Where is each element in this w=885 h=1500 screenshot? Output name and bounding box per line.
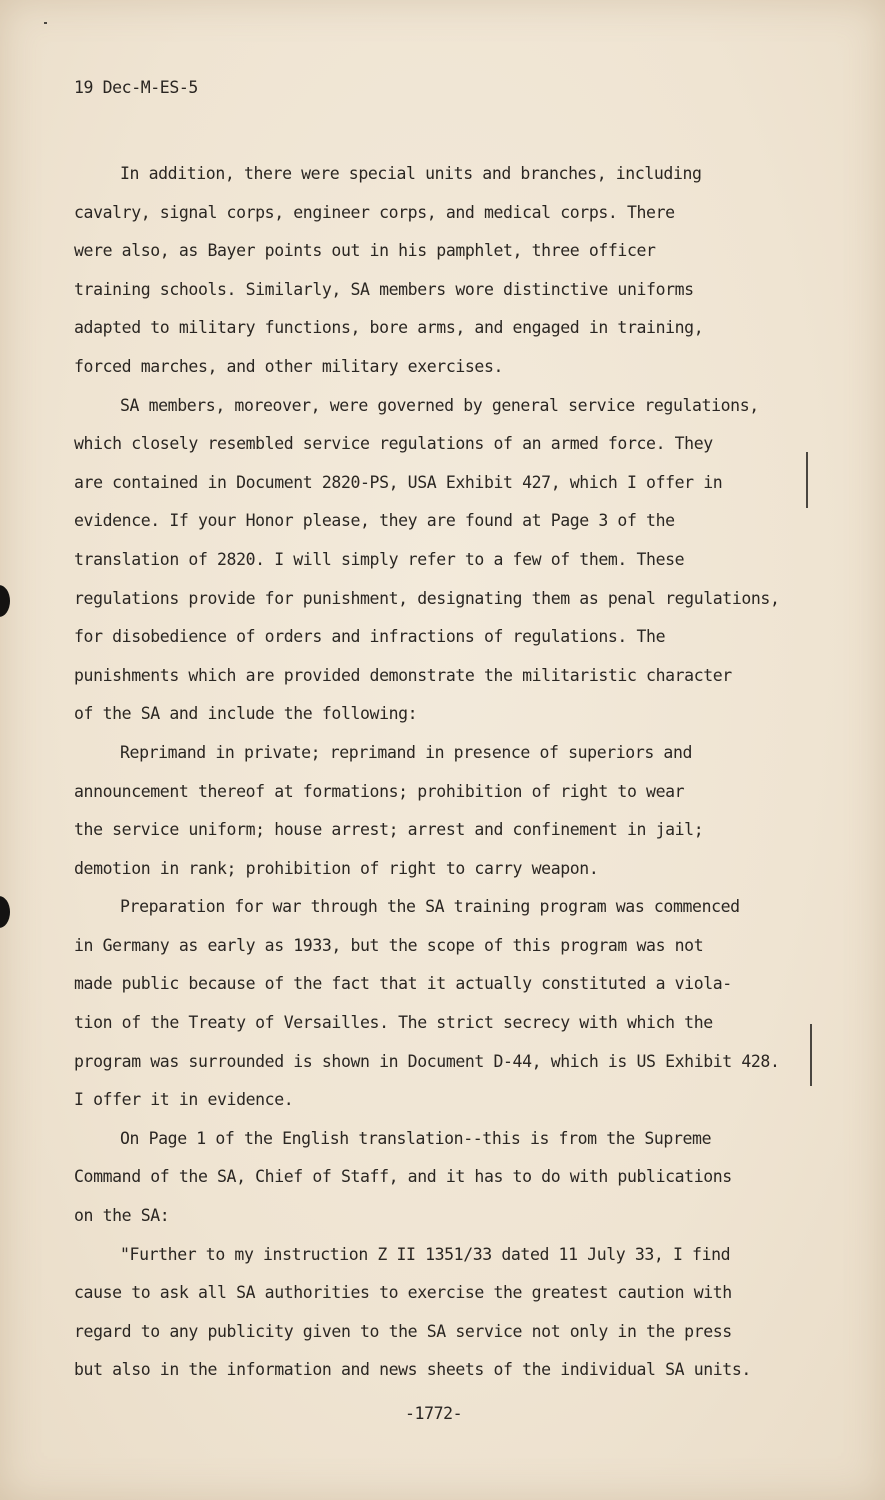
- text-line: on the SA:: [74, 1206, 170, 1226]
- text-line: "Further to my instruction Z II 1351/33 dated 11 July 33, I find: [120, 1244, 731, 1264]
- text-line: the service uniform; house arrest; arrest and confinement in jail;: [74, 820, 704, 840]
- text-line: cavalry, signal corps, engineer corps, and medical corps. There: [74, 202, 675, 222]
- text-line: training schools. Similarly, SA members wore distinctive uniforms: [74, 279, 694, 299]
- text-line: cause to ask all SA authorities to exercise the greatest caution with: [74, 1283, 732, 1303]
- text-line: punishments which are provided demonstrate the militaristic character: [74, 665, 732, 685]
- margin-mark-lower: [810, 1024, 812, 1086]
- text-line: regard to any publicity given to the SA service not only in the press: [74, 1321, 732, 1341]
- text-line: Command of the SA, Chief of Staff, and it has to do with publications: [74, 1167, 732, 1187]
- text-line: for disobedience of orders and infractions of regulations. The: [74, 627, 666, 647]
- text-line: of the SA and include the following:: [74, 704, 418, 724]
- text-line: In addition, there were special units and branches, including: [120, 164, 702, 183]
- text-line: I offer it in evidence.: [74, 1090, 294, 1110]
- text-line: regulations provide for punishment, designating them as penal regulations,: [74, 588, 780, 608]
- text-line: Preparation for war through the SA training program was commenced: [120, 897, 740, 917]
- text-line: Reprimand in private; reprimand in presence of superiors and: [120, 742, 693, 762]
- binder-hole-top: [0, 585, 10, 617]
- text-line: but also in the information and news sheets of the individual SA units.: [74, 1360, 751, 1380]
- text-line: tion of the Treaty of Versailles. The strict secrecy with which the: [74, 1013, 713, 1033]
- binder-hole-bottom: [0, 896, 10, 928]
- text-line: On Page 1 of the English translation--this is from the Supreme: [120, 1128, 712, 1148]
- text-line: program was surrounded is shown in Document D-44, which is US Exhibit 428.: [74, 1051, 780, 1071]
- text-line: demotion in rank; prohibition of right to carry weapon.: [74, 858, 599, 878]
- text-line: adapted to military functions, bore arms, and engaged in training,: [74, 318, 704, 338]
- document-reference: 19 Dec-M-ES-5: [74, 78, 198, 97]
- text-line: evidence. If your Honor please, they are found at Page 3 of the: [74, 511, 675, 531]
- text-line: translation of 2820. I will simply refer to a few of them. These: [74, 549, 685, 569]
- text-line: were also, as Bayer points out in his pamphlet, three officer: [74, 241, 656, 261]
- page-number: -1772-: [405, 1404, 463, 1423]
- text-line: in Germany as early as 1933, but the scope of this program was not: [74, 935, 704, 955]
- text-line: are contained in Document 2820-PS, USA Exhibit 427, which I offer in: [74, 472, 723, 492]
- text-line: announcement thereof at formations; prohibition of right to wear: [74, 781, 685, 801]
- text-line: forced marches, and other military exercises.: [74, 356, 504, 376]
- text-line: SA members, moreover, were governed by general service regulations,: [120, 395, 759, 415]
- text-line: which closely resembled service regulations of an armed force. They: [74, 434, 713, 454]
- margin-mark-upper: [806, 452, 808, 508]
- text-line: made public because of the fact that it actually constituted a viola-: [74, 974, 732, 994]
- body-text: [74, 155, 814, 1390]
- corner-mark: [44, 22, 47, 24]
